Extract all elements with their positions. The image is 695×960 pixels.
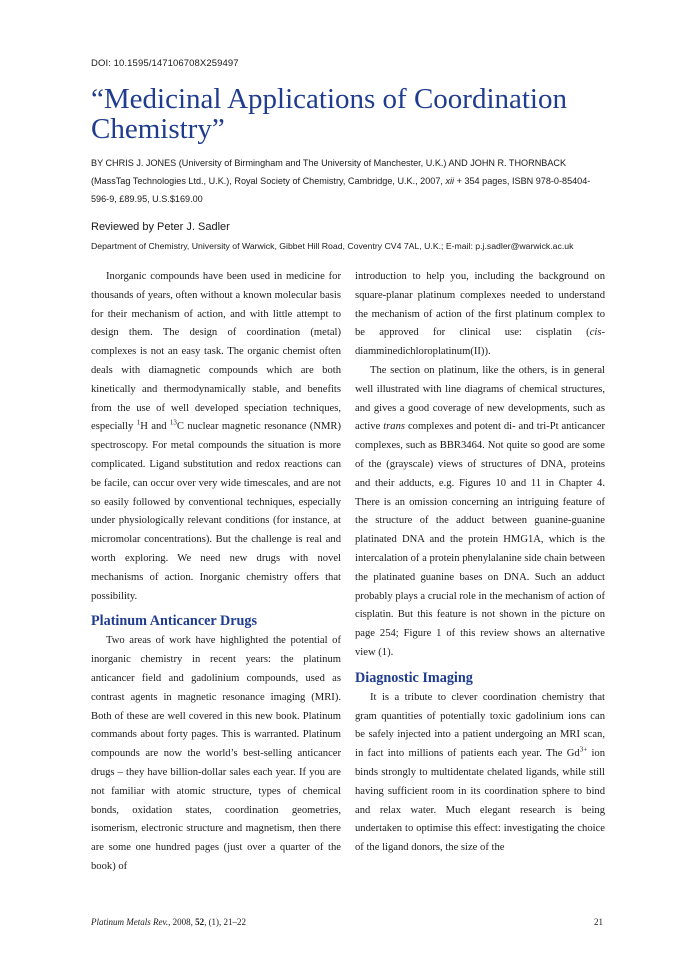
book-byline	[91, 154, 603, 208]
paragraph-intro	[91, 268, 341, 606]
text-run: introduction to help you, including the background on square-planar platinum complexes needed to understand the mechanism of action of the first platinum complex to be approved for clinical use: cisplatin (	[355, 271, 605, 339]
paragraph-continued	[355, 268, 605, 362]
citation-volume: 52	[195, 917, 205, 927]
journal-name: Platinum Metals Rev.	[91, 917, 169, 927]
superscript: 13	[169, 418, 177, 427]
page-number: 21	[594, 917, 603, 927]
superscript: 3+	[579, 745, 588, 754]
text-run: -diamminedichloroplatinum(II)).	[355, 327, 605, 358]
paragraph-platinum: Two areas of work have highlighted the potential of inorganic chemistry in recent years: the platinum anticancer field and gadolinium compounds, used as contrast agents in magnetic resonance imaging (MRI). Both of these are well covered in this new book. Platinum commands about forty pages. This is warranted. Platinum compounds are now the world’s best-selling anticancer drugs – they have billion-dollar sales each year. If you are not familiar with atomic structure, types of chemical bonds, oxidation states, coordination geometries, isomerism, electronic structure and magnetism, then there are some one hundred pages (just over a quarter of the book) of	[91, 635, 341, 872]
doi-line: DOI: 10.1595/147106708X259497	[91, 58, 239, 69]
right-column	[355, 268, 605, 858]
text-run: The section on platinum, like the others, is in general well illustrated with line diagrams of chemical structures, and gives a good coverage of new developments, such as active	[355, 364, 605, 433]
footer-citation	[91, 917, 246, 927]
text-run: It is a tribute to clever coordination chemistry that gram quantities of potentially toxic gadolinium ions can be safely injected into a patient undergoing an MRI scan, in fact into millions of patients each year. The Gd	[355, 691, 605, 760]
text-run: H and	[140, 421, 167, 433]
text-run: Inorganic compounds have been used in medicine for thousands of years, often without a known molecular basis for their mechanism of action, and with little attempt to design them. The design of coordination (metal) complexes is not an easy task. The organic chemist often deals with diamagnetic compounds which are both kinetically and thermodynamically stable, and benefits from the use of well developed speciation techniques, especially	[91, 271, 341, 433]
reviewer-affiliation: Department of Chemistry, University of Warwick, Gibbet Hill Road, Coventry CV4 7AL, U.K.; E-mail: p.j.sadler@warwick.ac.uk	[91, 241, 574, 251]
paragraph-section-platinum	[355, 362, 605, 663]
article-title: “Medicinal Applications of Coordination Chemistry”	[91, 83, 567, 145]
italic-run: cis	[589, 327, 602, 339]
byline-pages-price: + 354 pages, ISBN 978-0-85404-596-9, £89.95, U.S.$169.00	[91, 176, 591, 204]
text-run: complexes and potent di- and tri-Pt anticancer complexes, such as BBR3464. Not quite so good are some of the (grayscale) views of structures of DNA, proteins and their adducts, e.g. Figures 10 and 11 in Chapter 4. There is an omission concerning an intriguing feature of the structure of the adduct between guanine-guanine platinated DNA and the protein HMG1A, which is the intercalation of a protein phenylalanine side chain between the platinated guanine bases on DNA. Such an adduct probably plays a crucial role in the mechanism of action of cisplatin. But this feature is not shown in the picture on page 254; Figure 1 of this review shows an alternative view (1).	[355, 421, 605, 658]
citation-pages: , (1), 21–22	[204, 917, 247, 927]
paragraph-imaging	[355, 689, 605, 858]
superscript: 1	[136, 418, 141, 427]
section-heading: Diagnostic Imaging	[355, 669, 473, 686]
byline-roman-pages: xii	[445, 176, 455, 186]
citation-year: , 2008,	[168, 917, 193, 927]
byline-authors: BY CHRIS J. JONES (University of Birmingham and The University of Manchester, U.K.) AND JOHN R. THORNBACK (MassTag Technologies Ltd., U.K.), Royal Society of Chemistry, Cambridge, U.K., 2007,	[91, 158, 567, 186]
reviewer-name: Reviewed by Peter J. Sadler	[91, 221, 230, 233]
italic-run: trans	[383, 421, 406, 433]
text-run: C nuclear magnetic resonance (NMR) spectroscopy. For metal compounds the situation is more complicated. Ligand substitution and redox reactions can be facile, can occur over very wide timescales, and are not so easily followed by conventional techniques, especially under physiologically relevant conditions (for instance, at micromolar concentrations). But the challenge is real and worth exploring. We need new drugs with novel mechanisms of action. Inorganic chemistry offers that possibility.	[91, 421, 341, 602]
section-heading: Platinum Anticancer Drugs	[91, 613, 258, 630]
text-run: ion binds strongly to multidentate chelated ligands, while still having sufficient room in its coordination sphere to bind and relax water. Much elegant research is being undertaken to optimise this effect: investigating the choice of the ligand donors, the size of the	[355, 748, 605, 854]
left-column	[91, 268, 341, 877]
